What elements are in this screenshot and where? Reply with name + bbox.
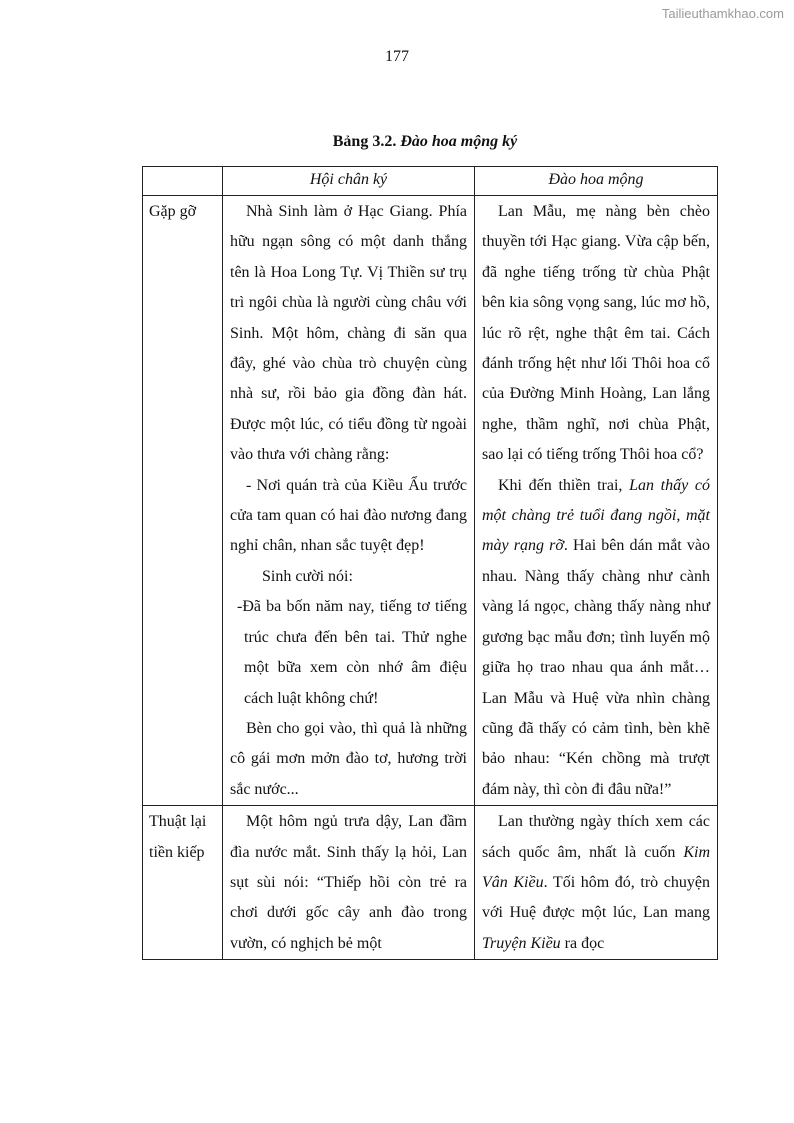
italic-run: Lan thấy có một chàng trẻ tuổi đang ngồi, mặt mày rạng rỡ (482, 476, 710, 555)
paragraph: Bèn cho gọi vào, thì quả là những cô gái mơn mởn đào tơ, hương trời sắc nước... (230, 719, 467, 798)
row-label-gap-go: Gặp gỡ (143, 196, 223, 806)
header-hoi-chan-ky: Hội chân ký (223, 167, 475, 196)
paragraph: Sinh cười nói: (262, 567, 353, 585)
paragraph: -Đã ba bốn năm nay, tiếng tơ tiếng trúc chưa đến bên tai. Thử nghe một bữa xem còn nhớ âm điệu cách luật không chứ! (237, 598, 467, 707)
text-run: . Tối hôm đó, trò chuyện với Huệ được một lúc, Lan mang (482, 873, 710, 922)
header-empty (143, 167, 223, 196)
italic-run: Truyện Kiều (482, 934, 561, 952)
cell-hoi-chan-ky (223, 196, 475, 806)
cell-dao-hoa-mong (475, 196, 718, 806)
paragraph: Một hôm ngủ trưa dậy, Lan đầm đìa nước mắt. Sinh thấy lạ hỏi, Lan sụt sùi nói: “Thiếp hồi còn trẻ ra chơi dưới gốc cây anh đào trong vườn, có nghịch bẻ một (230, 813, 467, 952)
table-row (143, 196, 718, 806)
text-run: ra đọc (560, 934, 605, 952)
paragraph: Lan Mẫu, mẹ nàng bèn chèo thuyền tới Hạc giang. Vừa cập bến, đã nghe tiếng trống từ chùa Phật bên kia sông vọng sang, lúc mơ hồ, lúc rõ rệt, nghe thật êm tai. Cách đánh trống hệt như lối Thôi hoa cổ của Đường Minh Hoàng, Lan lắng nghe, thầm nghĩ, nơi chùa Phật, sao lại có tiếng trống Thôi hoa cổ? (482, 203, 710, 464)
caption-prefix: Bảng 3.2. (332, 133, 401, 150)
row-label-thuat-lai-tien-kiep: Thuật lại tiền kiếp (143, 806, 223, 960)
paragraph: Nhà Sinh làm ở Hạc Giang. Phía hữu ngạn sông có một danh thắng tên là Hoa Long Tự. Vị Thiền sư trụ trì ngôi chùa là người cùng châu với Sinh. Một hôm, chàng đi săn qua đây, ghé vào chùa trò chuyện cùng nhà sư, rồi bảo gia đồng đàn hát. Được một lúc, có tiểu đồng từ ngoài vào thưa với chàng rằng: (230, 203, 467, 464)
cell-hoi-chan-ky (223, 806, 475, 960)
text-run: . Hai bên dán mắt vào nhau. Nàng thấy chàng như cành vàng lá ngọc, chàng thấy nàng như gương bạc mẫu đơn; tình luyến mộ giữa họ trao nhau qua ánh mắt… Lan Mẫu và Huệ vừa nhìn chàng cũng đã thấy có cảm tình, bèn khẽ bảo nhau: “Kén chồng mà trượt đám này, thì còn đi đâu nữa!” (482, 537, 710, 798)
comparison-table (142, 166, 718, 960)
page-number: 177 (385, 48, 409, 65)
paragraph (482, 807, 710, 959)
table-header-row (143, 167, 718, 196)
italic-run: Kim Vân Kiều (482, 843, 710, 891)
paragraph: - Nơi quán trà của Kiều Ẩu trước cửa tam quan có hai đào nương đang nghỉ chân, nhan sắc tuyệt đẹp! (230, 476, 467, 555)
table-row (143, 806, 718, 960)
caption-title: Đào hoa mộng ký (400, 133, 518, 150)
header-dao-hoa-mong: Đào hoa mộng (475, 167, 718, 196)
paragraph (482, 471, 710, 805)
cell-dao-hoa-mong (475, 806, 718, 960)
watermark: Tailieuthamkhao.com (661, 6, 784, 21)
text-run: Lan thường ngày thích xem các sách quốc âm, nhất là cuốn (482, 813, 710, 861)
text-run: Khi đến thiền trai, (498, 476, 630, 494)
table-caption (0, 133, 794, 151)
